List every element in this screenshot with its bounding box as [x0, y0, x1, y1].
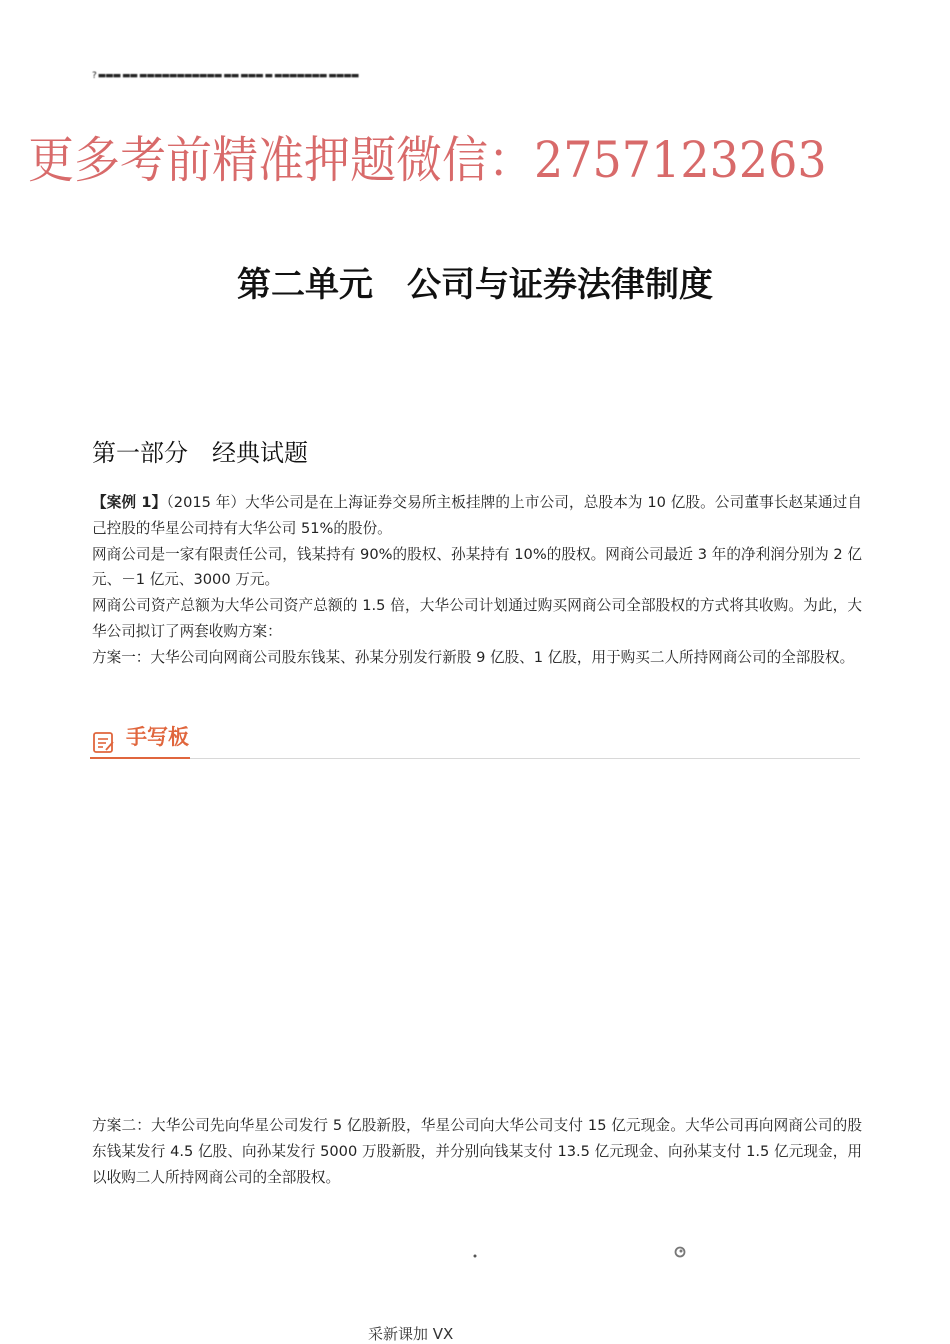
case-tag: 【案例 1】 — [92, 494, 167, 511]
unit-title: 第二单元 公司与证券法律制度 — [237, 265, 713, 305]
case-paragraph-2: 网商公司是一家有限责任公司，钱某持有 90%的股权、孙某持有 10%的股权。网商公司最近 3 年的净利润分别为 2 亿元、－1 亿元、3000 万元。 — [92, 545, 862, 589]
handwriting-board-divider — [190, 758, 860, 759]
watermark-text: 更多考前精准押题微信：2757123263 — [28, 130, 827, 189]
handwriting-board-accent-underline — [90, 757, 190, 759]
case-paragraph-3: 网商公司资产总额为大华公司资产总额的 1.5 倍，大华公司计划通过购买网商公司全部股权的方式将其收购。为此，大华公司拟订了两套收购方案： — [92, 597, 862, 640]
handwritten-notes-diagram — [0, 770, 950, 1120]
case-paragraph-4: 方案一：大华公司向网商公司股东钱某、孙某分别发行新股 9 亿股、1 亿股，用于购买二人所持网商公司的全部股权。 — [92, 648, 855, 666]
case-paragraph-1-text: （2015 年）大华公司是在上海证券交易所主板挂牌的上市公司，总股本为 10 亿股。公司董事长赵某通过自己控股的华星公司持有大华公司 51%的股份。 — [92, 494, 862, 537]
case-body-lower — [92, 1113, 862, 1190]
footer-text: 采新课加 VX — [368, 1325, 454, 1343]
case-body-upper — [92, 490, 862, 671]
scan-speck — [470, 1250, 482, 1262]
notepad-icon — [92, 730, 116, 754]
part-title: 第一部分 经典试题 — [92, 439, 308, 467]
case-paragraph-5: 方案二：大华公司先向华星公司发行 5 亿股新股，华星公司向大华公司支付 15 亿元现金。大华公司再向网商公司的股东钱某发行 4.5 亿股、向孙某发行 5000 万股新股，并分别向钱某支付 13.5 亿元现金、向孙某支付 1.5 亿元现金，用以收购二人所持网商公司的全部股权。 — [92, 1117, 862, 1186]
case-paragraph-1 — [92, 490, 862, 542]
handwriting-board-header — [90, 722, 860, 760]
scan-speck-circle — [672, 1244, 688, 1260]
page-header-garbled: ? ▬▬▬ ▬▬ ▬▬▬▬▬▬▬▬▬▬▬ ▬▬ ▬▬▬ ▬ ▬▬▬▬▬▬▬ ▬▬▬▬ — [92, 71, 359, 81]
handwriting-board-label: 手写板 — [126, 725, 189, 749]
